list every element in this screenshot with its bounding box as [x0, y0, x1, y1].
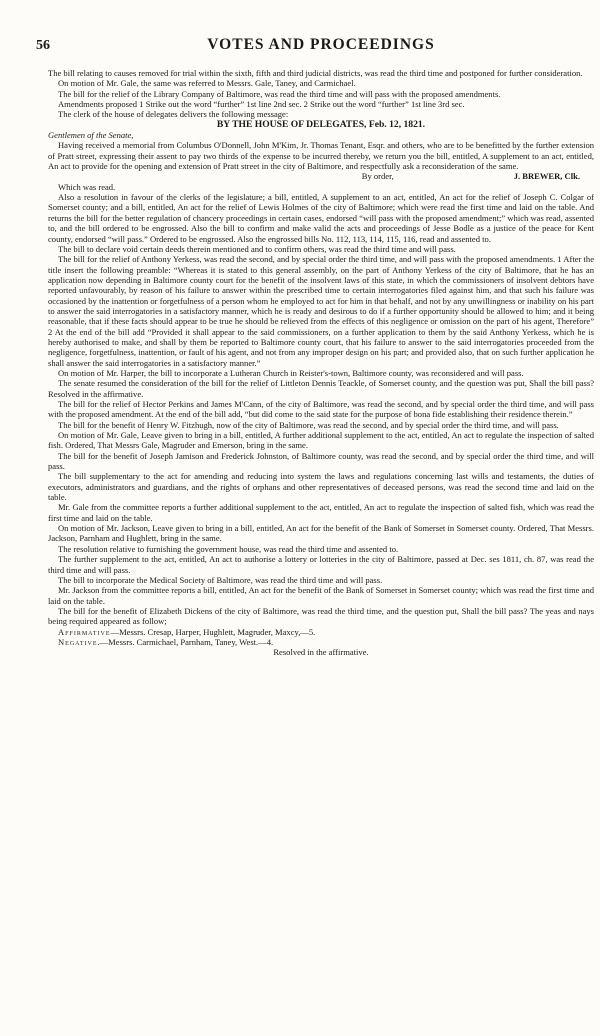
- paragraph: On motion of Mr. Gale, the same was referred to Messrs. Gale, Taney, and Carmichael.: [58, 78, 356, 89]
- signature-by-order: By order,: [361, 171, 394, 182]
- paragraph: Mr. Jackson from the committee reports a bill, entitled, An act for the benefit of the Bank of Somerset in Somerset county; which was read the first time and laid on the table.: [48, 585, 594, 606]
- paragraph: Mr. Gale from the committee reports a further additional supplement to the act, entitled, An act to regulate the inspection of salted fish, which was read the first time and laid on the table.: [48, 502, 594, 523]
- message-signature: [48, 171, 594, 181]
- negative-label: Negative: [58, 636, 98, 647]
- paragraph: The senate resumed the consideration of the bill for the relief of Littleton Dennis Teackle, of Somerset county, and the question was put, Shall the bill pass? Resolved in the affirmative.: [48, 378, 594, 399]
- paragraph: The clerk of the house of delegates delivers the following message:: [58, 109, 289, 120]
- paragraph: On motion of Mr. Gale, Leave given to bring in a bill, entitled, A further additional supplement to the act, entitled, An act to regulate the inspection of salted fish. Ordered, That Messrs Gale, Magruder and Emerson, bring in the same.: [48, 430, 594, 451]
- paragraph: The bill for the relief of Hector Perkins and James M'Cann, of the city of Baltimore, was read the second, and by special order the third time, and will pass with the proposed amendment. At the end of the bill add, “but did come to the said state for the purpose of bona fide establishing their residence therein.”: [48, 399, 594, 420]
- running-head: VOTES AND PROCEEDINGS: [207, 36, 435, 53]
- affirmative-names: —Messrs. Cresap, Harper, Hughlett, Magruder, Maxcy,—5.: [110, 626, 316, 637]
- paragraph: Amendments proposed 1 Strike out the word “further” 1st line 2nd sec. 2 Strike out the word “further” 1st line 3rd sec.: [58, 99, 465, 110]
- paragraph: The bill for the benefit of Elizabeth Dickens of the city of Baltimore, was read the third time, and the question put, Shall the bill pass? The yeas and nays being required appeared as follow;: [48, 605, 594, 627]
- paragraph: The bill to incorporate the Medical Society of Baltimore, was read the third time and will pass.: [58, 574, 383, 585]
- negative-vote: [48, 637, 594, 647]
- paragraph: The bill for the relief of Anthony Yerkess, was read the second, and by special order the third time, and will pass with the proposed amendments. 1 After the title insert the following preamble: “Whereas it is stated to this general assembly, on the part of Anthony Yerkess of the city of Baltimore, that he has an application now depending in Baltimore county court for the benefit of the insolvent laws of this state, in which the commissioners of insolvent debtors have reported unfavourably, by reason of his failure to answer within the prescribed time to certain interrogatories filed against him, and that such his failure was occasioned by the inattention or forgetfulness of a person whom he employed to act for him in that behalf, and not by any unwillingness or inability on his part to answer the said interrogatories in a satisfactory manner, which he is ready and desirous to do if a further opportunity should be allowed to him; and it being reasonable, that if these facts should appear to be true he should be relieved from the effects of this negligence or omission on the part of his agent, Therefore” 2 At the end of the bill add “Provided it shall appear to the said commissioners, on a further application to them by the said Anthony Yerkess, which he is hereby authorised to make, and shall by them be reported to Baltimore county court, that his failure to answer to the said interrogatories proceeded from the negligence, forgetfulness, inattention, or fault of his agent, and not from any improper design on his part; and provided also, that on such further application he shall answer the said interrogatories in a satisfactory manner.”: [48, 254, 594, 368]
- paragraph: Also a resolution in favour of the clerks of the legislature; a bill, entitled, A supplement to an act, entitled, An act for the relief of Joseph C. Colgar of Somerset county; and a bill, entitled, An act for the relief of Lewis Holmes of the city of Baltimore; which were read the first time and laid on the table. And returns the bill for the better regulation of chancery proceedings in certain cases, endorsed “will pass with the proposed amendment;” which was read, assented to, and the bill ordered to be engrossed. Also the bill to confirm and make valid the acts and proceedings of Jesse Bodle as a justice of the peace for Kent county, endorsed “will pass.” Ordered to be engrossed. Also the engrossed bills No. 112, 113, 114, 115, 116, read and assented to.: [48, 192, 594, 244]
- paragraph: Which was read.: [58, 181, 116, 192]
- paragraph: The bill for the benefit of Henry W. Fitzhugh, now of the city of Baltimore, was read the second, and by special order the third time, and will pass.: [58, 419, 559, 430]
- paragraph: The bill to declare void certain deeds therein mentioned and to confirm others, was read the third time and will pass.: [58, 243, 456, 254]
- paragraph: The bill for the benefit of Joseph Jamison and Frederick Johnston, of Baltimore county, was read the second, and by special order the third time, and will pass.: [48, 450, 594, 472]
- signature-name: J. BREWER, Clk.: [513, 171, 580, 182]
- vote-result: Resolved in the affirmative.: [273, 647, 369, 658]
- paragraph: On motion of Mr. Jackson, Leave given to bring in a bill, entitled, An act for the benefit of the Bank of Somerset in Somerset county. Ordered, That Messrs. Jackson, Parnham and Hughlett, bring in the same.: [48, 523, 594, 544]
- paragraph: The further supplement to the act, entitled, An act to authorise a lottery or lotteries in the city of Baltimore, passed at Dec. ses 1811, ch. 87, was read the third time and will pass.: [48, 554, 594, 575]
- paragraph: The bill supplementary to the act for amending and reducing into system the laws and regulations concerning last wills and testaments, the duties of executors, administrators and guardians, and the rights of orphans and other representatives of deceased persons, was read the second time and laid on the table.: [48, 471, 594, 503]
- affirmative-label: Affirmative: [58, 626, 111, 637]
- message-salutation: Gentlemen of the Senate,: [48, 130, 134, 141]
- page-number: 56: [36, 38, 50, 53]
- paragraph: The bill relating to causes removed for trial within the sixth, fifth and third judicial districts, was read the third time and postponed for further consideration.: [48, 68, 583, 78]
- document-body: [48, 68, 594, 658]
- paragraph: On motion of Mr. Harper, the bill to incorporate a Lutheran Church in Reister's-town, Baltimore county, was reconsidered and will pass.: [58, 367, 524, 378]
- message-dateline: BY THE HOUSE OF DELEGATES, Feb. 12, 1821.: [216, 118, 426, 130]
- message-paragraph: Having received a memorial from Columbus O'Donnell, John M'Kim, Jr. Thomas Tenant, Esqr. and others, who are to be benefitted by the further extension of Pratt street, expressing their assent to pay two thirds of the expense to be incurred thereby, we return you the bill, entitled, A supplement to an act, entitled, An act to provide for the opening and extension of Pratt street in the city of Baltimore, and respectfully ask a reconsideration of the same.: [48, 140, 594, 172]
- negative-names: .—Messrs. Carmichael, Parnham, Taney, West.—4.: [97, 636, 274, 647]
- paragraph: The resolution relative to furnishing the government house, was read the third time and assented to.: [58, 543, 399, 554]
- affirmative-vote: [48, 627, 594, 637]
- paragraph: The bill for the relief of the Library Company of Baltimore, was read the third time and will pass with the proposed amendments.: [58, 88, 501, 99]
